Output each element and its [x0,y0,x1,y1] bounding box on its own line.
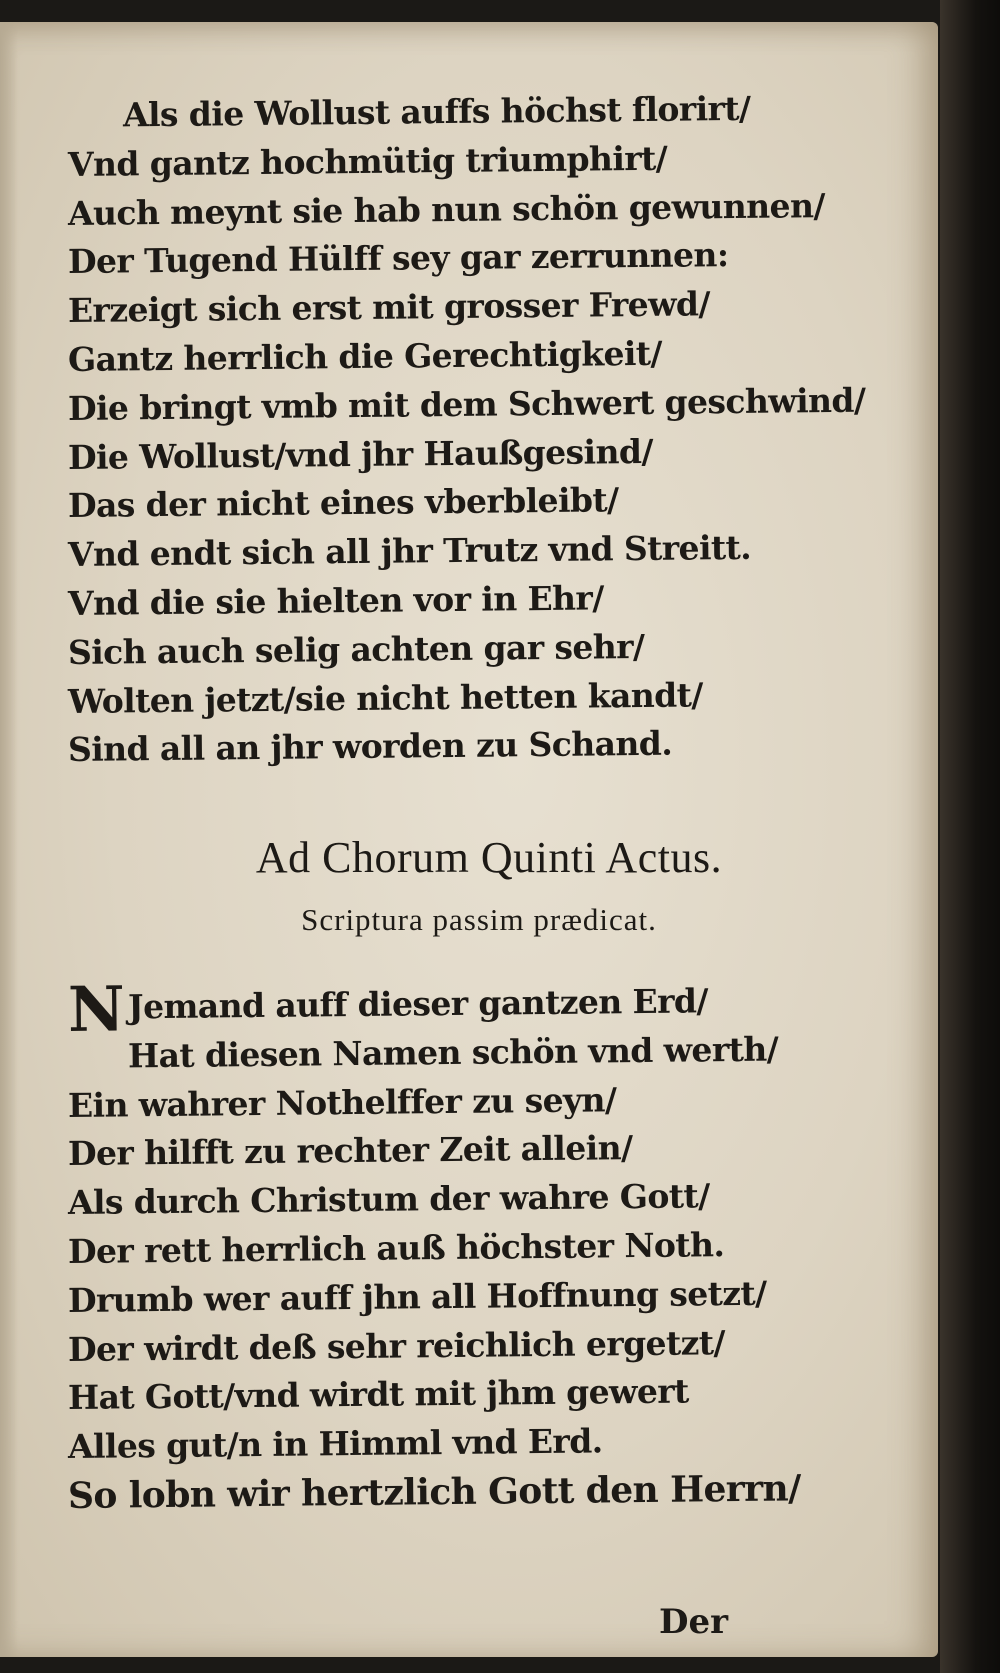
book-page [0,22,938,1657]
verse-line: Als die Wollust auffs höchst florirt/ [122,88,751,135]
verse-line: Hat Gott/vnd wirdt mit jhm gewert [67,1371,689,1418]
verse-block-two [67,972,858,1521]
verse-line: Der wirdt deß sehr reichlich ergetzt/ [67,1322,726,1369]
verse-line: Auch meynt sie hab nun schön gewunnen/ [67,185,825,233]
verse-line: Gantz herrlich die Gerechtigkeit/ [67,333,663,379]
verse-line: Der rett herrlich auß höchster Noth. [67,1225,725,1271]
verse-line: Der hilfft zu rechter Zeit allein/ [67,1128,633,1174]
verse-line: Drumb wer auff jhn all Hoffnung setzt/ [67,1273,767,1320]
verse-first-line [67,972,858,1046]
verse-line: Sich auch selig achten gar sehr/ [67,626,645,672]
verse-line: Das der nicht eines vberbleibt/ [67,480,619,526]
verse-line: Der Tugend Hülff sey gar zerrunnen: [67,235,729,282]
verse-line: Wolten jetzt/sie nicht hetten kandt/ [67,674,703,721]
drop-initial: N [67,972,125,1046]
verse-line: Die bringt vmb mit dem Schwert geschwind/ [67,380,866,428]
verse-line: Hat diesen Namen schön vnd werth/ [127,1029,779,1076]
verse-line: Sind all an jhr worden zu Schand. [67,724,673,770]
verse-line: Erzeigt sich erst mit grosser Frewd/ [67,284,711,331]
section-heading: Ad Chorum Quinti Actus. [255,833,723,882]
verse-line: Die Wollust/vnd jhr Haußgesind/ [67,431,653,477]
verse-line: Vnd endt sich all jhr Trutz vnd Streitt. [67,528,752,575]
verse-line-final: So lobn wir hertzlich Gott den Herrn/ [67,1467,801,1517]
verse-line: Vnd gantz hochmütig triumphirt/ [67,138,668,184]
section-subheading: Scriptura passim prædicat. [301,902,657,937]
verse-line: Vnd die sie hielten vor in Ehr/ [67,578,604,623]
verse-line-rest: Jemand auff dieser gantzen Erd/ [127,981,709,1027]
verse-block-one [67,88,866,775]
verse-line: Ein wahrer Nothelffer zu seyn/ [67,1079,617,1125]
verse-line: Alles gut/n in Himml vnd Erd. [67,1421,603,1467]
catchword: Der [658,1602,728,1642]
verse-line: Als durch Christum der wahre Gott/ [67,1176,710,1223]
